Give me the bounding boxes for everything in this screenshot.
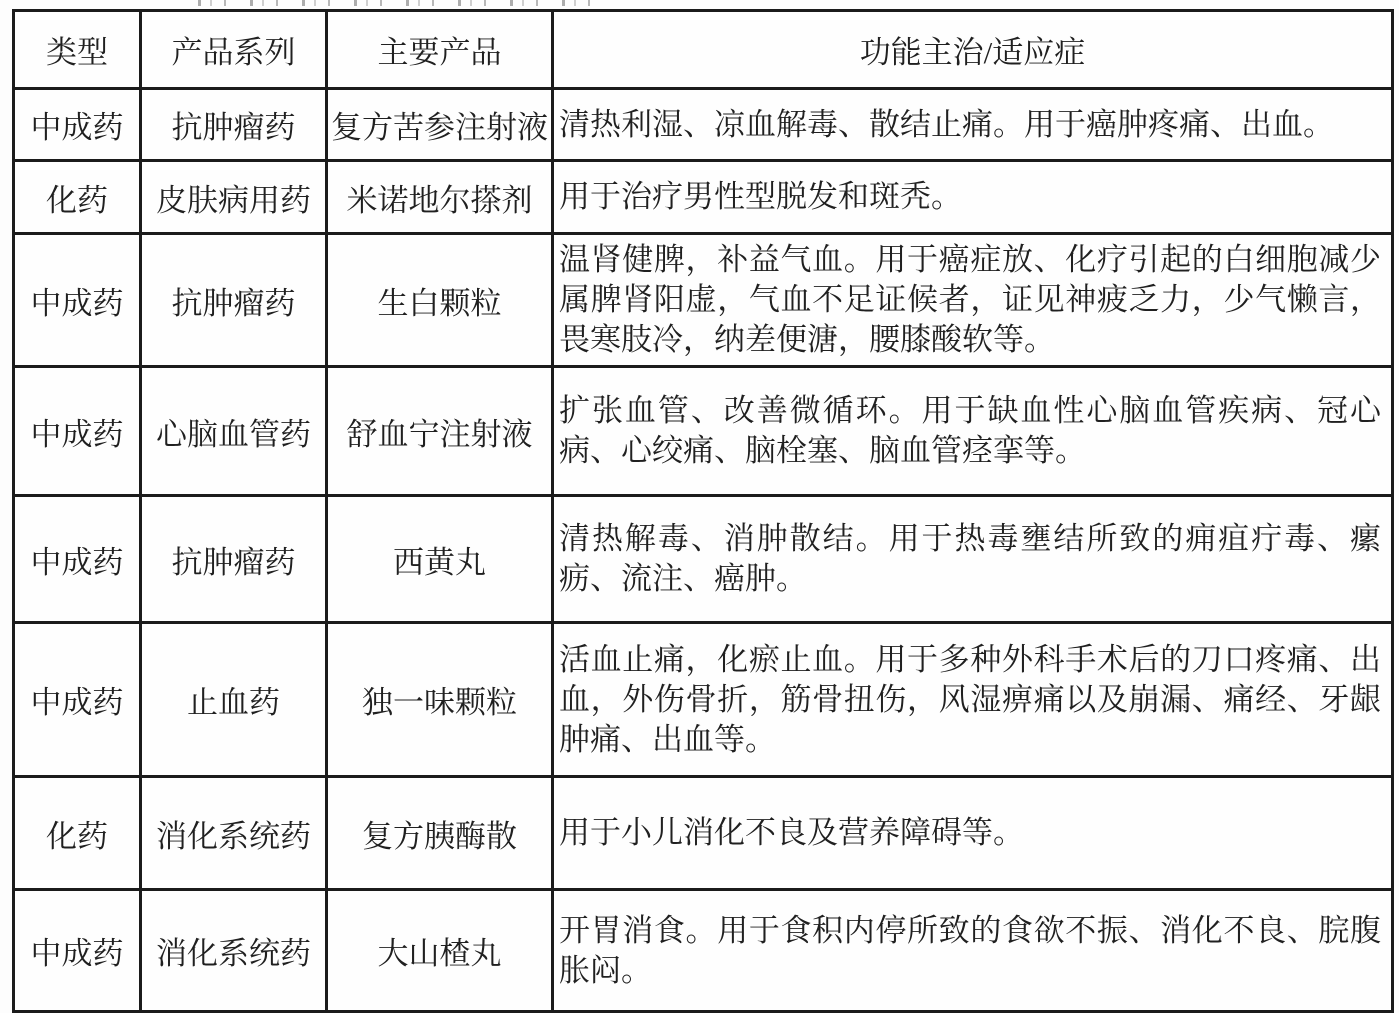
cell-product: 独一味颗粒 [327, 623, 553, 777]
cell-indication: 用于治疗男性型脱发和斑秃。 [553, 161, 1393, 234]
cell-series: 止血药 [141, 623, 327, 777]
column-header-series: 产品系列 [141, 11, 327, 89]
header-row [14, 11, 1393, 89]
cell-series: 消化系统药 [141, 777, 327, 890]
table-row [14, 890, 1393, 1012]
table-row [14, 777, 1393, 890]
cell-indication: 开胃消食。用于食积内停所致的食欲不振、消化不良、脘腹胀闷。 [553, 890, 1393, 1012]
cell-type: 中成药 [14, 496, 141, 623]
cell-series: 心脑血管药 [141, 367, 327, 496]
cell-product: 大山楂丸 [327, 890, 553, 1012]
cell-series: 皮肤病用药 [141, 161, 327, 234]
cell-series: 抗肿瘤药 [141, 89, 327, 161]
cell-indication: 活血止痛，化瘀止血。用于多种外科手术后的刀口疼痛、出血，外伤骨折，筋骨扭伤，风湿痹痛以及崩漏、痛经、牙龈肿痛、出血等。 [553, 623, 1393, 777]
table-row [14, 496, 1393, 623]
cell-product: 米诺地尔搽剂 [327, 161, 553, 234]
cell-product: 舒血宁注射液 [327, 367, 553, 496]
cropped-text-fragment [186, 0, 596, 6]
cell-indication: 清热利湿、凉血解毒、散结止痛。用于癌肿疼痛、出血。 [553, 89, 1393, 161]
cell-type: 中成药 [14, 89, 141, 161]
cell-type: 中成药 [14, 234, 141, 367]
product-table [12, 9, 1394, 1013]
cell-indication: 用于小儿消化不良及营养障碍等。 [553, 777, 1393, 890]
cell-series: 消化系统药 [141, 890, 327, 1012]
cell-type: 化药 [14, 161, 141, 234]
cell-indication: 温肾健脾，补益气血。用于癌症放、化疗引起的白细胞减少属脾肾阳虚，气血不足证候者，证见神疲乏力，少气懒言，畏寒肢冷，纳差便溏，腰膝酸软等。 [553, 234, 1393, 367]
cell-type: 中成药 [14, 890, 141, 1012]
table-row [14, 234, 1393, 367]
cell-product: 西黄丸 [327, 496, 553, 623]
cell-product: 复方胰酶散 [327, 777, 553, 890]
cell-type: 中成药 [14, 367, 141, 496]
table-body [14, 89, 1393, 1012]
cell-type: 化药 [14, 777, 141, 890]
column-header-indication: 功能主治/适应症 [553, 11, 1393, 89]
cell-product: 生白颗粒 [327, 234, 553, 367]
cell-series: 抗肿瘤药 [141, 496, 327, 623]
table-row [14, 623, 1393, 777]
cell-indication: 扩张血管、改善微循环。用于缺血性心脑血管疾病、冠心病、心绞痛、脑栓塞、脑血管痉挛等。 [553, 367, 1393, 496]
table-row [14, 161, 1393, 234]
cell-type: 中成药 [14, 623, 141, 777]
table-row [14, 89, 1393, 161]
cell-product: 复方苦参注射液 [327, 89, 553, 161]
cell-series: 抗肿瘤药 [141, 234, 327, 367]
cell-indication: 清热解毒、消肿散结。用于热毒壅结所致的痈疽疔毒、瘰疬、流注、癌肿。 [553, 496, 1393, 623]
column-header-type: 类型 [14, 11, 141, 89]
table-row [14, 367, 1393, 496]
table-header [14, 11, 1393, 89]
column-header-product: 主要产品 [327, 11, 553, 89]
